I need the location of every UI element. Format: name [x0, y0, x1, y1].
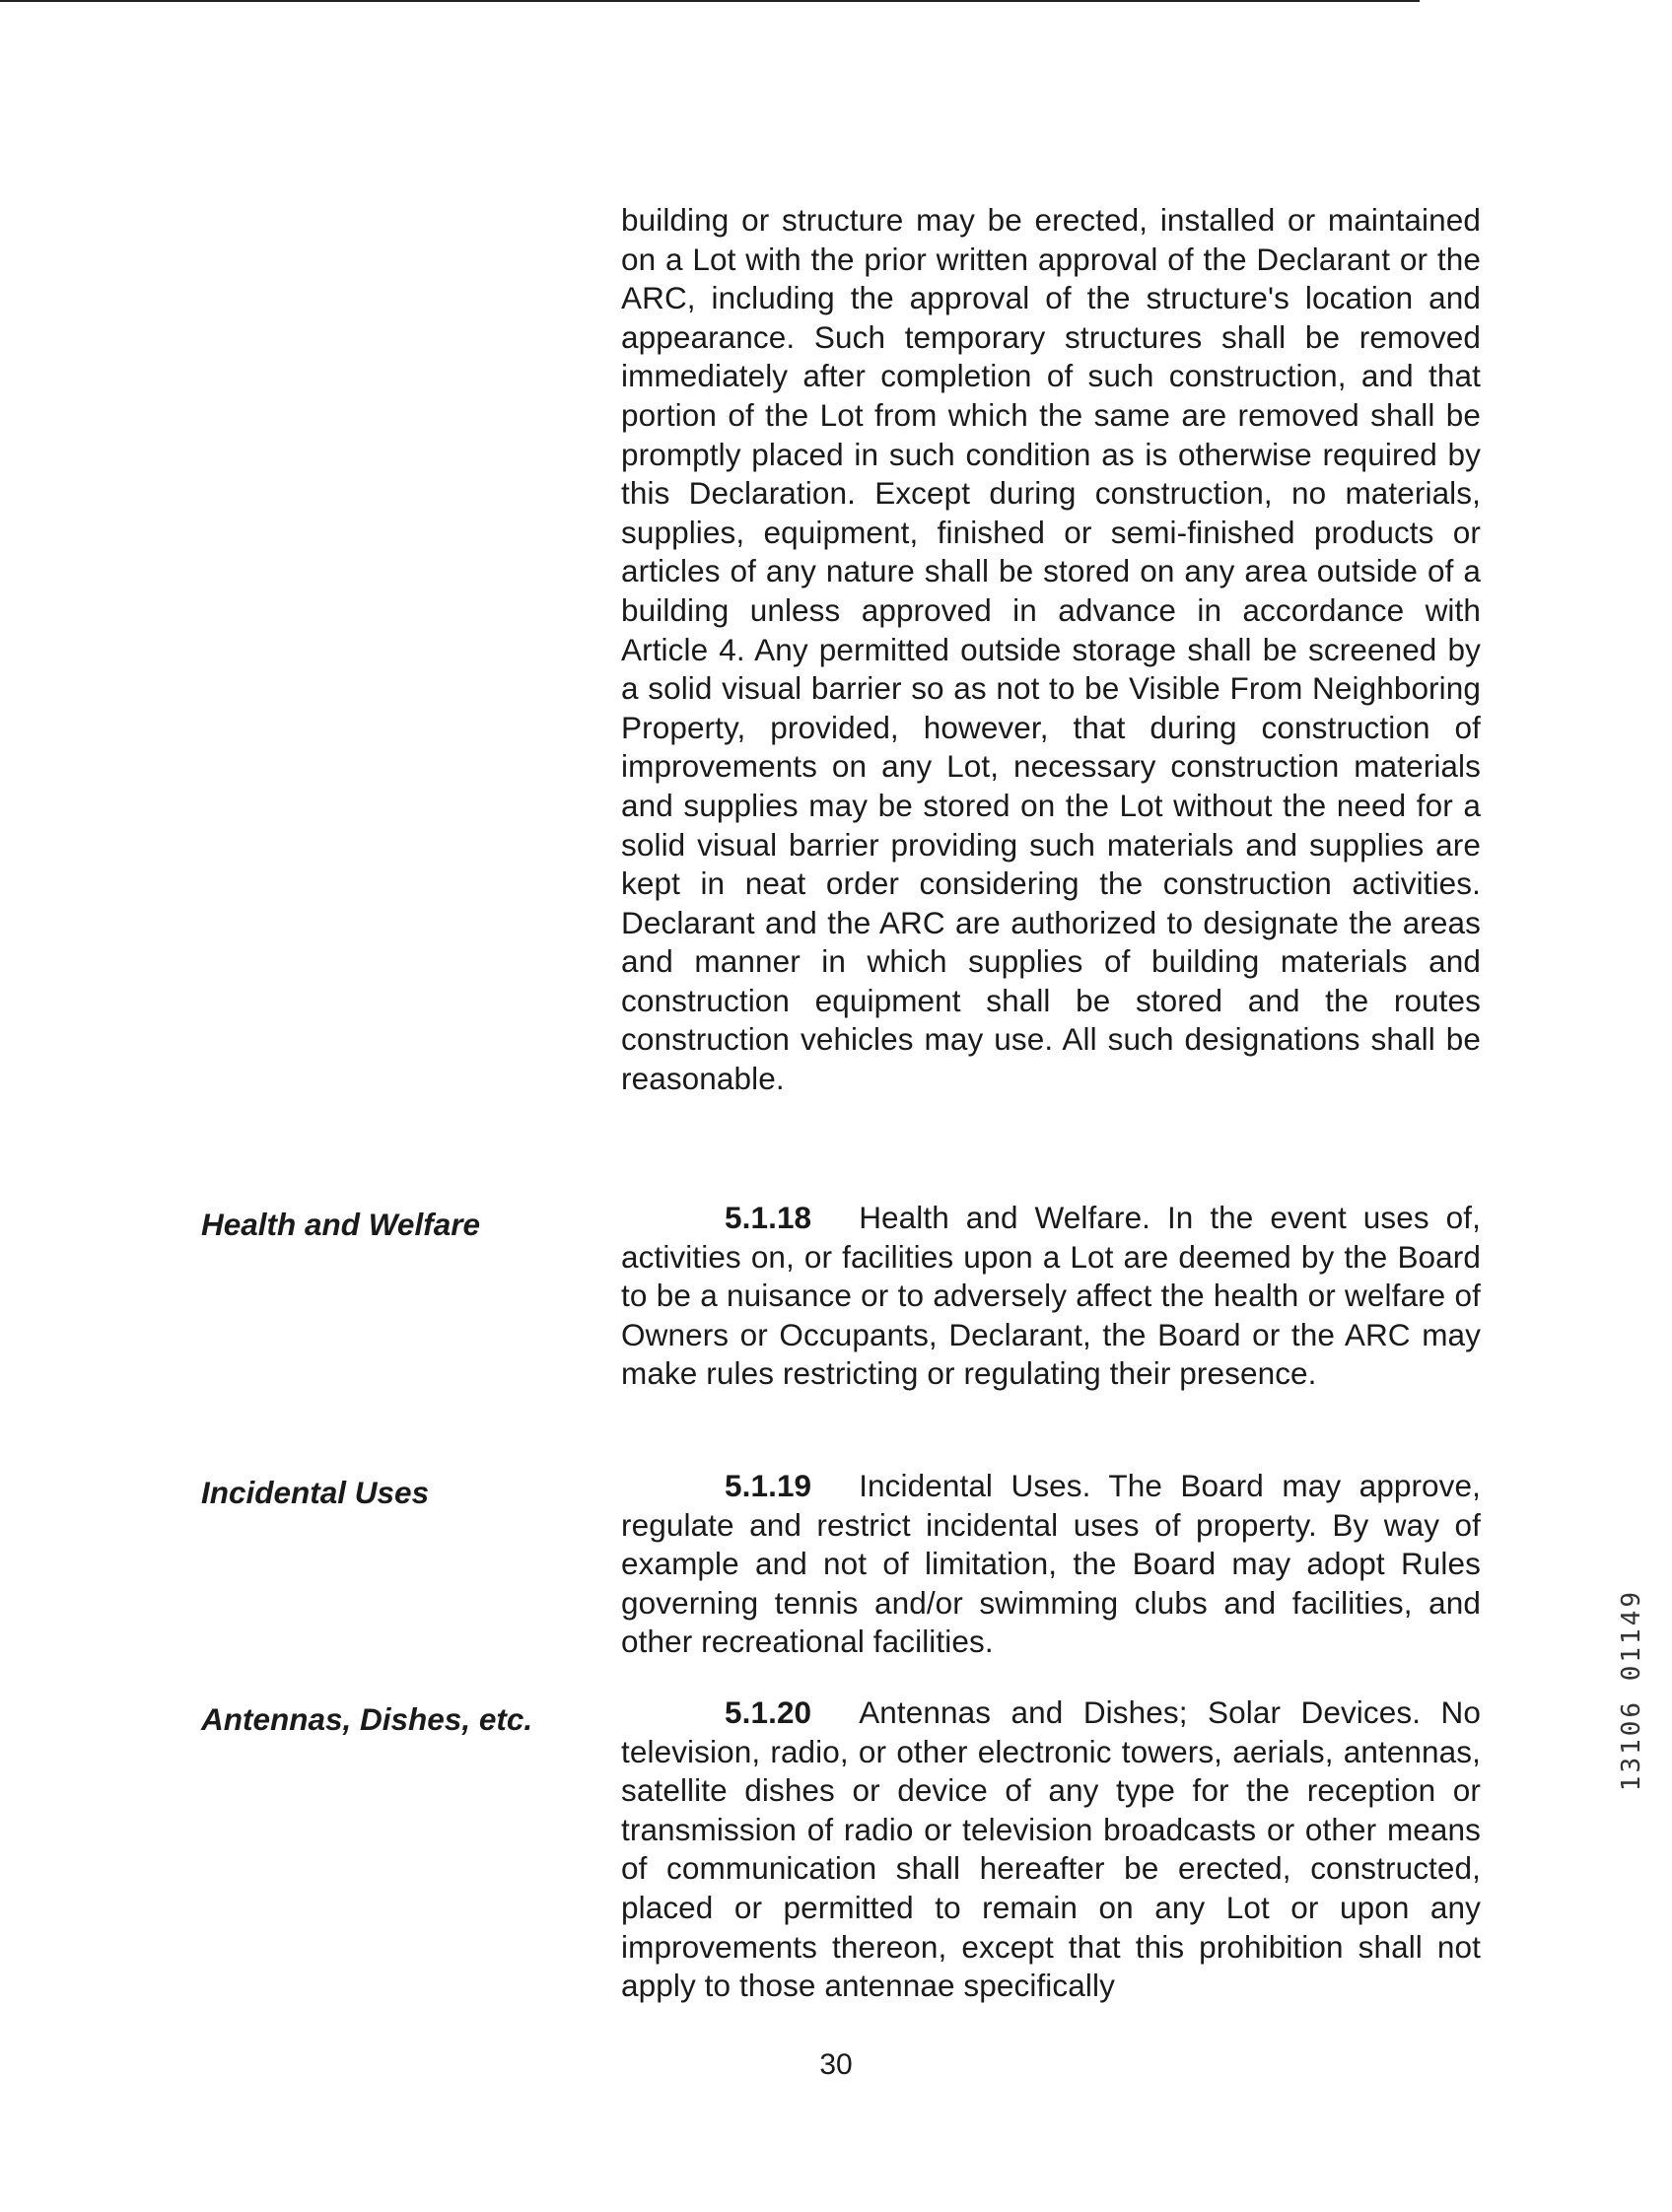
- section-number: 5.1.19: [725, 1468, 812, 1503]
- section-5-1-18: [621, 1199, 1481, 1394]
- section-heading-incidental-uses: Incidental Uses: [201, 1475, 430, 1510]
- section-number: 5.1.20: [725, 1694, 812, 1730]
- section-heading-antennas: Antennas, Dishes, etc.: [201, 1701, 533, 1737]
- section-text: Antennas and Dishes; Solar Devices. No television, radio, or other electronic towers, aerials, antennas, satellite dishes or device of any type for the reception or transmission of radio or television broadcasts or other means of communication shall hereafter be erected, constructed, placed or permitted to remain on any Lot or upon any improvements thereon, except that this prohibition shall not apply to those antennae specifically: [621, 1694, 1481, 2004]
- intro-paragraph: building or structure may be erected, installed or maintained on a Lot with the prior written approval of the Declarant or the ARC, including the approval of the structure's location and appearance. Such temporary structures shall be removed immediately after completion of such construction, and that portion of the Lot from which the same are removed shall be promptly placed in such condition as is otherwise required by this Declaration. Except during construction, no materials, supplies, equipment, finished or semi-finished products or articles of any nature shall be stored on any area outside of a building unless approved in advance in accordance with Article 4. Any permitted outside storage shall be screened by a solid visual barrier so as not to be Visible From Neighboring Property, provided, however, that during construction of improvements on any Lot, necessary construction materials and supplies may be stored on the Lot without the need for a solid visual barrier providing such materials and supplies are kept in neat order considering the construction activities. Declarant and the ARC are authorized to designate the areas and manner in which supplies of building materials and construction equipment shall be stored and the routes construction vehicles may use. All such designations shall be reasonable.: [621, 202, 1481, 1097]
- section-text: Health and Welfare. In the event uses of, activities on, or facilities upon a Lot are deemed by the Board to be a nuisance or to adversely affect the health or welfare of Owners or Occupants, Declarant, the Board or the ARC may make rules restricting or regulating their presence.: [621, 1200, 1481, 1392]
- top-rule: [0, 0, 1420, 2]
- section-number: 5.1.18: [725, 1200, 812, 1235]
- section-heading-health-welfare: Health and Welfare: [201, 1207, 480, 1242]
- page-number: 30: [819, 2048, 853, 2081]
- section-5-1-20: [621, 1694, 1481, 2006]
- section-5-1-19: [621, 1467, 1481, 1662]
- recording-stamp: 13106 01149: [1617, 1589, 1646, 1792]
- section-text: Incidental Uses. The Board may approve, regulate and restrict incidental uses of property. By way of example and not of limitation, the Board may adopt Rules governing tennis and/or swimming clubs and facilities, and other recreational facilities.: [621, 1468, 1481, 1660]
